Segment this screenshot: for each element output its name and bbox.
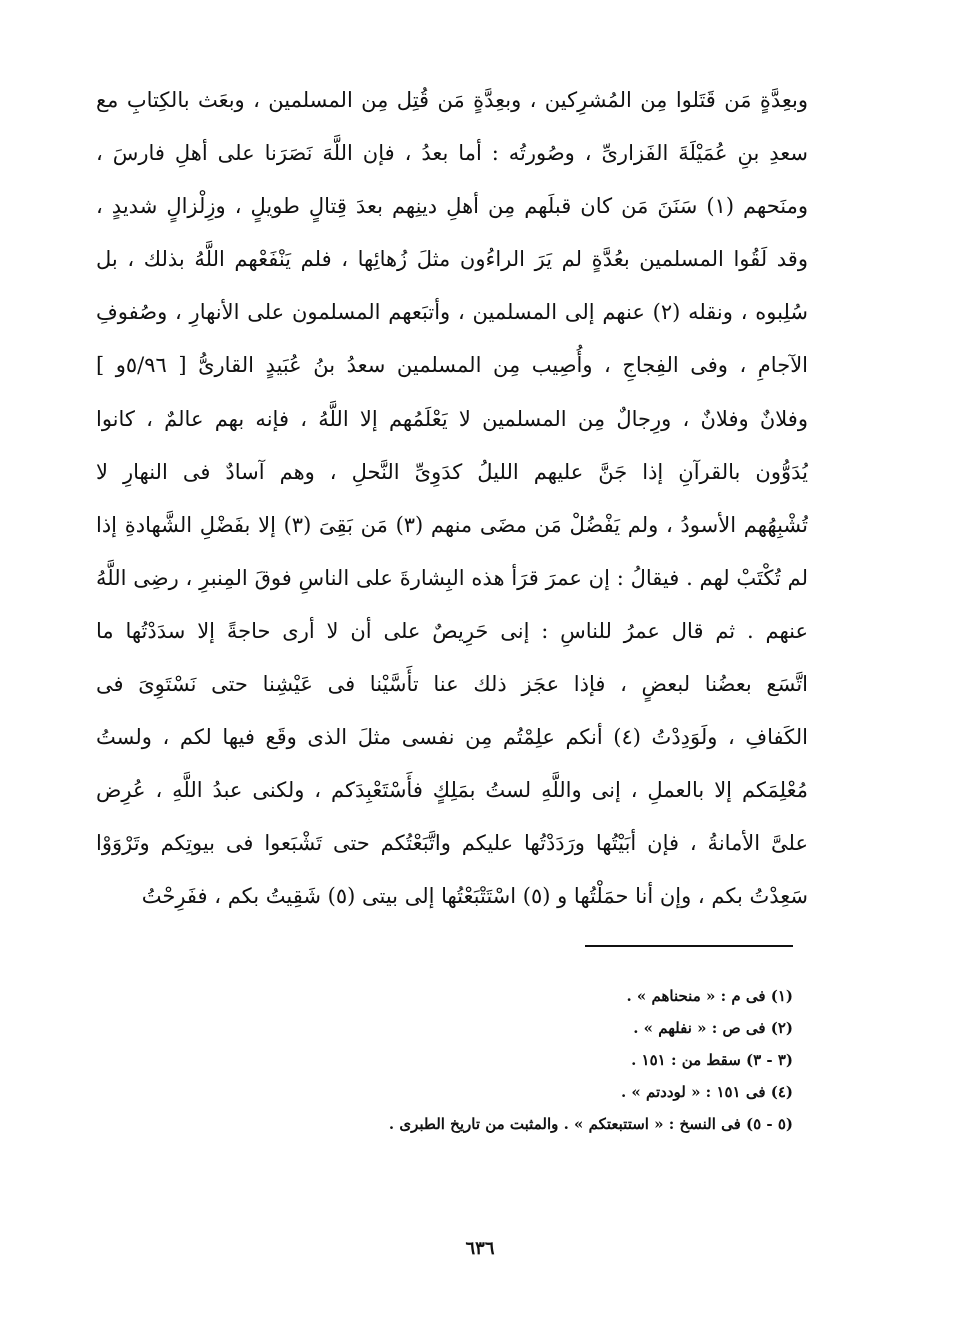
footnote: (٢) فى ص : « نفلهم » . [633,1019,793,1037]
text-line: علىَّ الأمانةُ ، فإن أبَيْتُها ورَدَدْتُها عليكم واتَّبَعْتُكم حتى تَشْبَعوا فى بيوتِكم وتَرْوَوْا [96,831,808,856]
text-line: يُدَوُّون بالقرآنِ إذا جَنَّ عليهم الليلُ كدَوِىِّ النَّحلِ ، وهم آسادٌ فى النهارِ لا [96,459,808,484]
text-line: لم تُكْتَبْ لهم . فيقالُ : إن عمرَ قرَأ هذه البِشارةَ على الناسِ فوقَ المِنبرِ ، رضِى اللَّهُ [96,565,808,590]
text-line: مُعْلِمَكم إلا بالعملِ ، إنى واللَّهِ لستُ بمَلِكٍ فأَسْتَعْبِدَكم ، ولكنى عبدُ اللَّهِ ، عُرِض [96,778,808,803]
text-line: سُلِبوه ، ونقله (٢) عنهم إلى المسلمين ، وأتبَعهم المسلمون على الأنهارِ ، وصُفوفِ [96,300,808,325]
text-line: الآجامِ ، وفى الفِجاجِ ، وأُصِيب مِن المسلمين سعدُ بنُ عُبَيدٍ القارىُّ [ ٥/٩٦و ] [96,353,808,378]
text-line: وفلانٌ وفلانٌ ، ورِجالٌ مِن المسلمين لا يَعْلَمُهم إلا اللَّهُ ، فإنه بهم عالمٌ ، كانوا [96,406,808,431]
footnote-divider [585,945,793,947]
footnote: (٥ - ٥) فى النسخ : « استتبعتكم » . والمثبت من تاريخ الطبرى . [388,1115,793,1133]
text-line: وبعِدَّةٍ مَن قَتَلوا مِن المُشرِكين ، وبعِدَّةٍ مَن قُتِل مِن المسلمين ، وبعَث بالكِتابِ مع [96,88,808,112]
text-line: سَعِدْتُ بكم ، وإن أنا حمَلْتُها و (٥) اسْتَتْبَعْتُها إلى بيتى (٥) شَقِيتُ بكم ، ففَرِحْتُ [141,884,808,909]
footnote: (١) فى م : « منحناهم » . [626,987,793,1005]
text-line: ومنَحهم (١) سَنَنَ مَن كان قبلَهم مِن أهلِ دينِهم بعدَ قِتالٍ طويلٍ ، وزِلْزالٍ شديدٍ ، [96,194,808,219]
text-line: الكَفافِ ، ولَوَدِدْتُ (٤) أنكم علِمْتُم مِن نفسى مثلَ الذى وقَع فيها لكم ، ولستُ [96,725,808,750]
text-line: سعدِ بنِ عُمَيْلَةَ الفَزارىِّ ، وصُورتُه : أما بعدُ ، فإن اللَّهَ نَصَرَنا على أهلِ فارسَ ، [96,141,808,166]
page-number: ٦٣٦ [465,1238,495,1259]
text-line: وقد لَقُوا المسلمين بعُدَّةٍ لم يَرَ الراءُون مثلَ زُهائِها ، فلم يَنْفَعْهم اللَّهُ بذلك ، بل [96,247,808,272]
main-text-block [96,74,808,924]
footnotes-block [300,980,793,1140]
footnote: (٣ - ٣) سقط من : ١٥١ . [631,1051,793,1069]
text-line: اتَّسَع بعضُنا لبعضٍ ، فإذا عجَز ذلك عنا تأَسَّيْنا فى عَيْشِنا حتى نَسْتَوِىَ فى [96,672,808,697]
footnote: (٤) فى ١٥١ : « لوددتم » . [620,1083,793,1101]
text-line: تُشْبِهُهم الأسودُ ، ولم يَفْضُلْ مَن مضَى منهم (٣) مَن بَقِىَ (٣) إلا بفَضْلِ الشَّهادةِ إذا [96,512,808,537]
text-line: عنهم . ثم قال عمرُ للناسِ : إنى حَرِيصٌ على أن لا أرى حاجةً إلا سدَدْتُها ما [96,618,808,643]
